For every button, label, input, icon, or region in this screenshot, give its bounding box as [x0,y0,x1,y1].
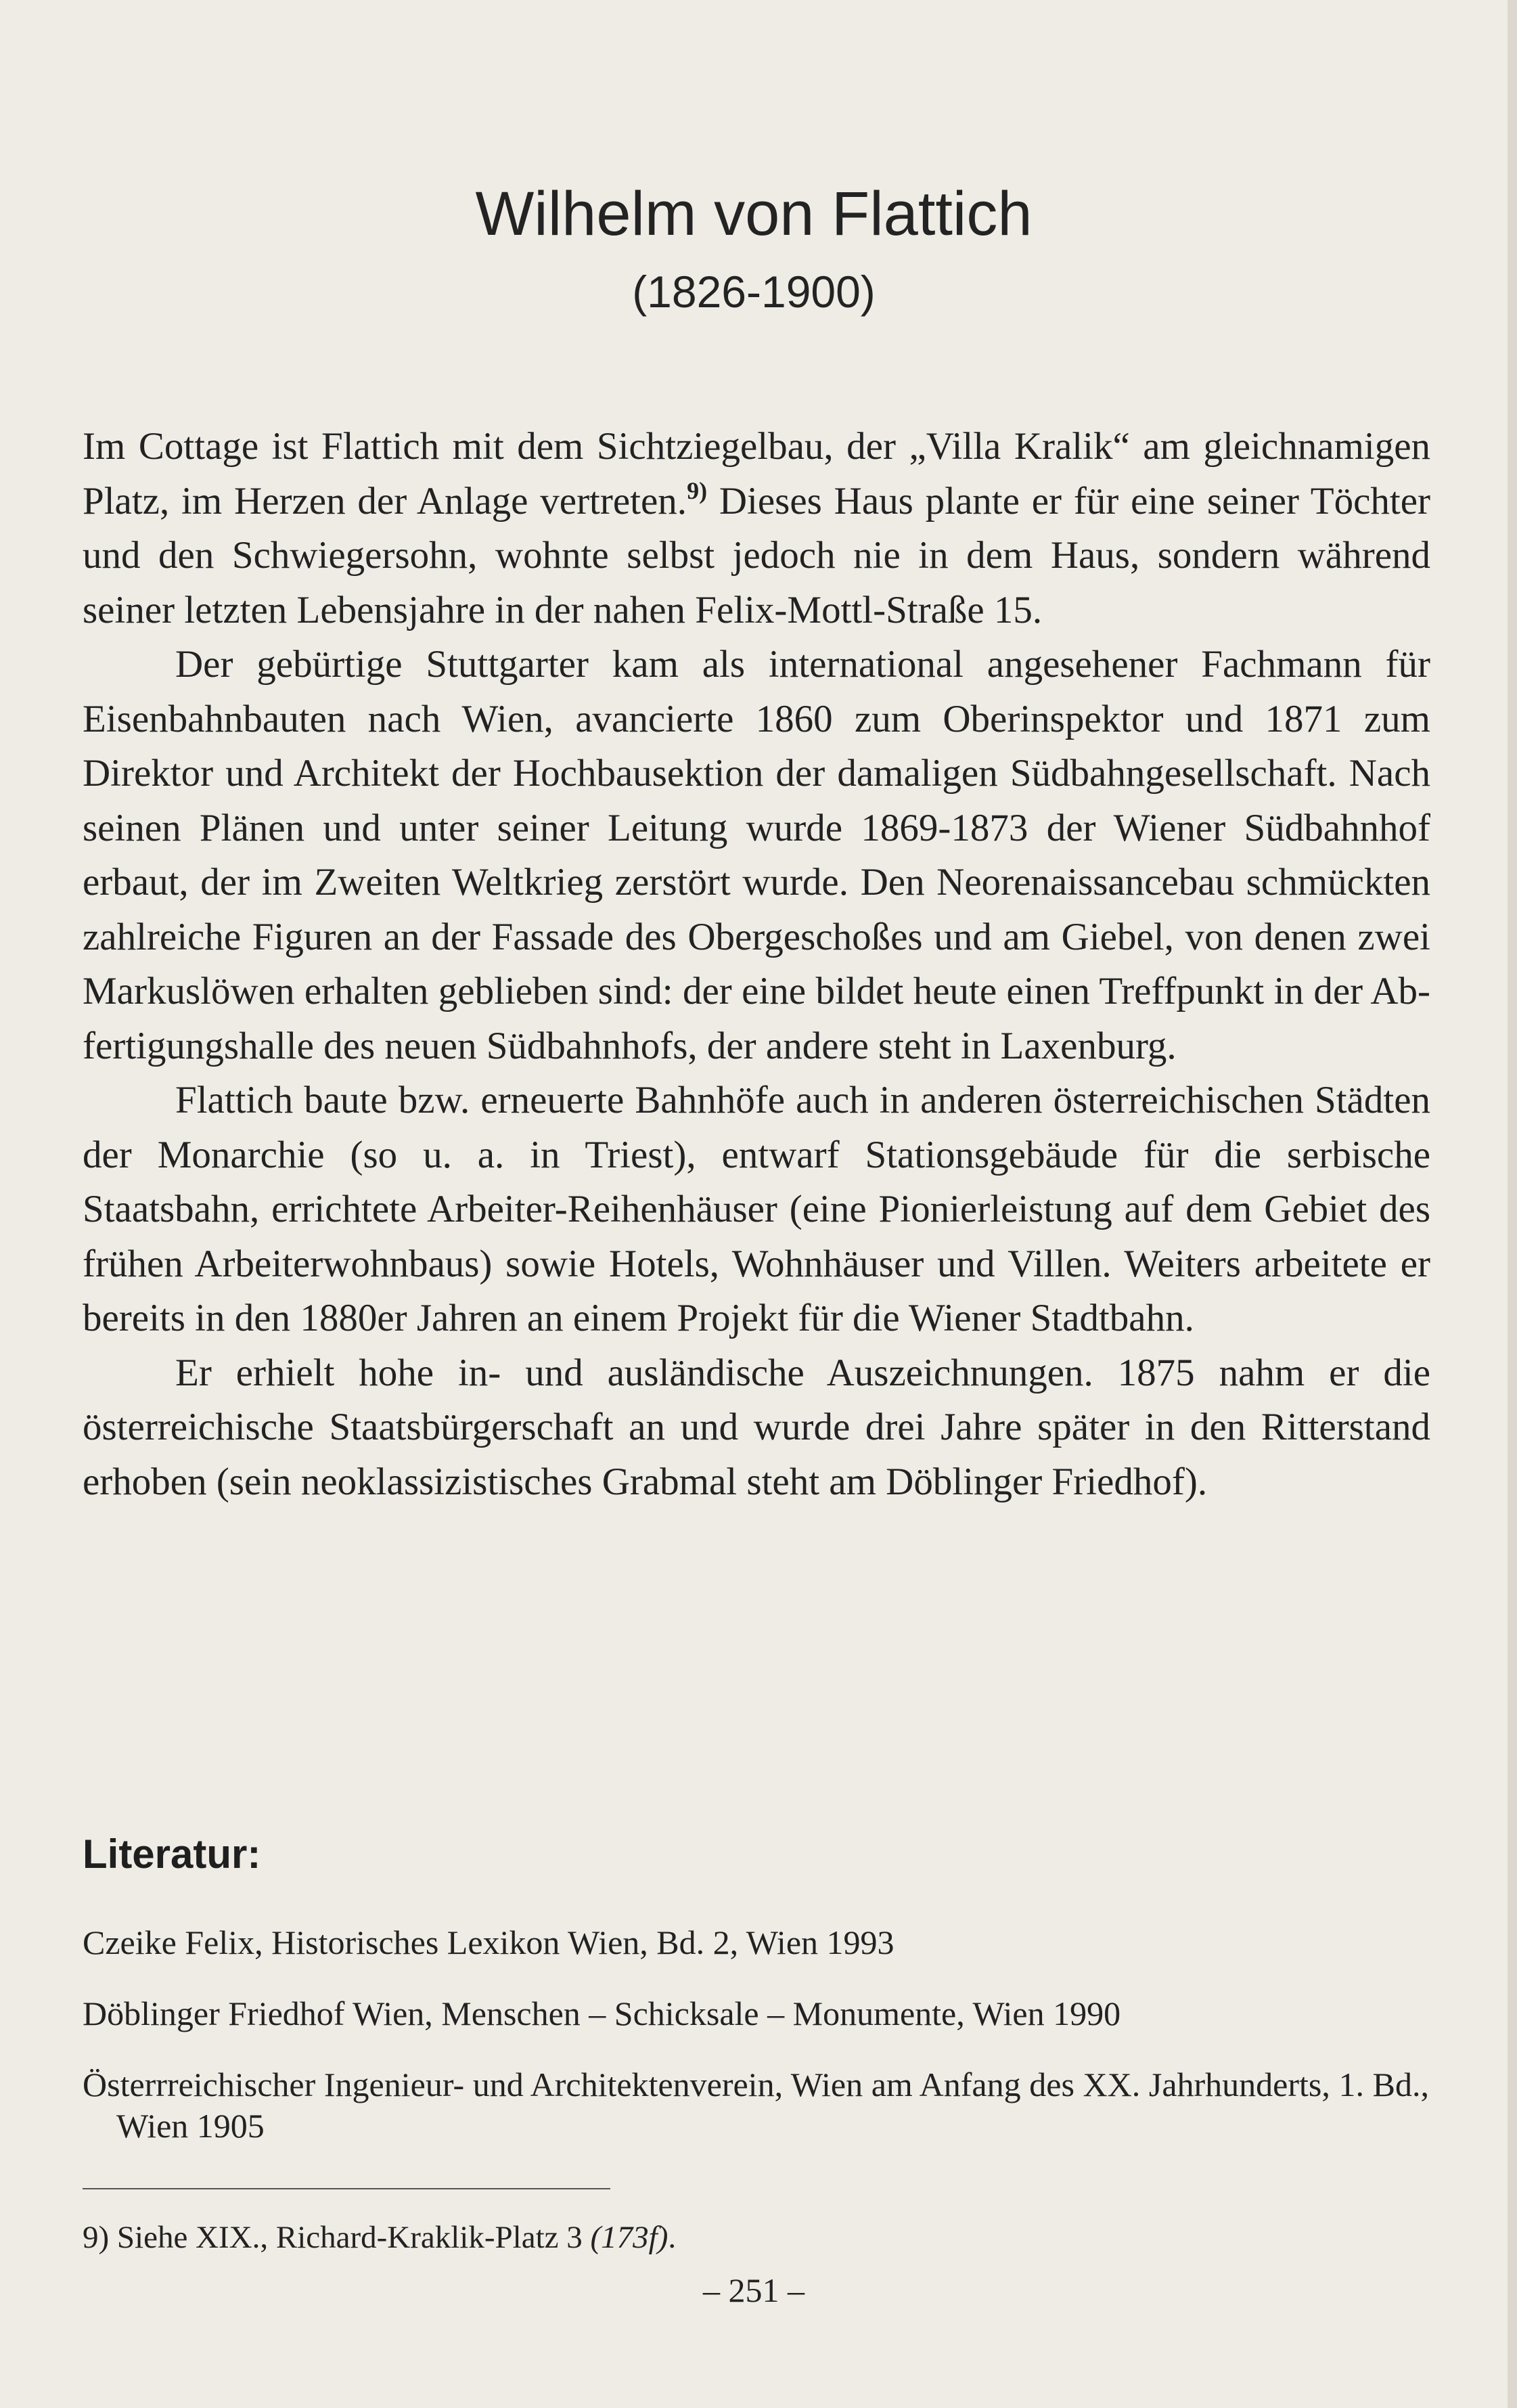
paragraph-2: Der gebürtige Stuttgarter kam als international angesehener Fachmann für Eisenbahnbauten nach Wien, avancierte 1860 zum Oberinspektor und 1871 zum Direktor und Architekt der Hochbausektion der damaligen Südbahngesellschaft. Nach seinen Plänen und unter seiner Leitung wurde 1869-1873 der Wiener Südbahnhof erbaut, der im Zweiten Weltkrieg zerstört wurde. Den Neorenaissancebau schmückten zahlreiche Figuren an der Fassade des Obergeschoßes und am Giebel, von denen zwei Markuslöwen erhalten geblieben sind: der eine bildet heute einen Treffpunkt in der Abfertigungshalle des neuen Südbahnhofs, der andere steht in Laxenburg. [83,643,1430,1067]
literature-heading: Literatur: [83,1831,261,1877]
life-dates: (1826-1900) [632,267,876,317]
footnote-divider [83,2188,610,2189]
page-title: Wilhelm von Flattich [475,179,1033,248]
paragraph-1 [83,420,1430,638]
page-number: – 251 – [703,2271,805,2309]
footnote-text: 9) Siehe XIX., Richard-Kraklik-Platz 3 [83,2220,591,2255]
footnote-marker: 9) [687,476,708,504]
literature-list [83,1922,1429,2177]
paragraph-1-text-a: Im Cottage ist Flattich mit dem Sichtziegelbau, der „Villa Kralik“ am gleichnamigen Platz, im Herzen der Anlage vertreten. [83,425,1430,522]
literature-item: Döblinger Friedhof Wien, Menschen – Schicksale – Monumente, Wien 1990 [83,1994,1121,2032]
footnote-reference: (173f) [590,2220,669,2255]
paragraph-3: Flattich baute bzw. erneuerte Bahnhöfe auch in anderen österreichischen Städten der Monarchie (so u. a. in Triest), entwarf Stationsgebäude für die serbische Staatsbahn, errichtete Arbeiter-Reihenhäuser (eine Pionierleistung auf dem Gebiet des frühen Arbeiterwohnbaus) sowie Hotels, Wohnhäuser und Villen. Weiters arbeitete er bereits in den 1880er Jahren an einem Projekt für die Wiener Stadtbahn. [83,1079,1430,1339]
article-body [83,420,1430,1509]
paragraph-4: Er erhielt hohe in- und ausländische Auszeichnungen. 1875 nahm er die österreichische Staatsbürgerschaft an und wurde drei Jahre später in den Ritterstand erhoben (sein neoklassizistisches Grabmal steht am Döblinger Friedhof). [83,1351,1430,1503]
footnote [83,2219,676,2256]
paragraph-1-text-b: Dieses Haus plante er für eine seiner Töchter und den Schwiegersohn, wohnte selbst jedoch nie in dem Haus, sondern während seiner letzten Lebensjahre in der nahen Felix-Mottl-Straße 15. [83,479,1430,631]
literature-item: Österrreichischer Ingenieur- und Architektenverein, Wien am Anfang des XX. Jahrhunderts, 1. Bd., Wien 1905 [83,2066,1429,2145]
literature-item: Czeike Felix, Historisches Lexikon Wien, Bd. 2, Wien 1993 [83,1923,895,1961]
footnote-end: . [668,2220,677,2255]
